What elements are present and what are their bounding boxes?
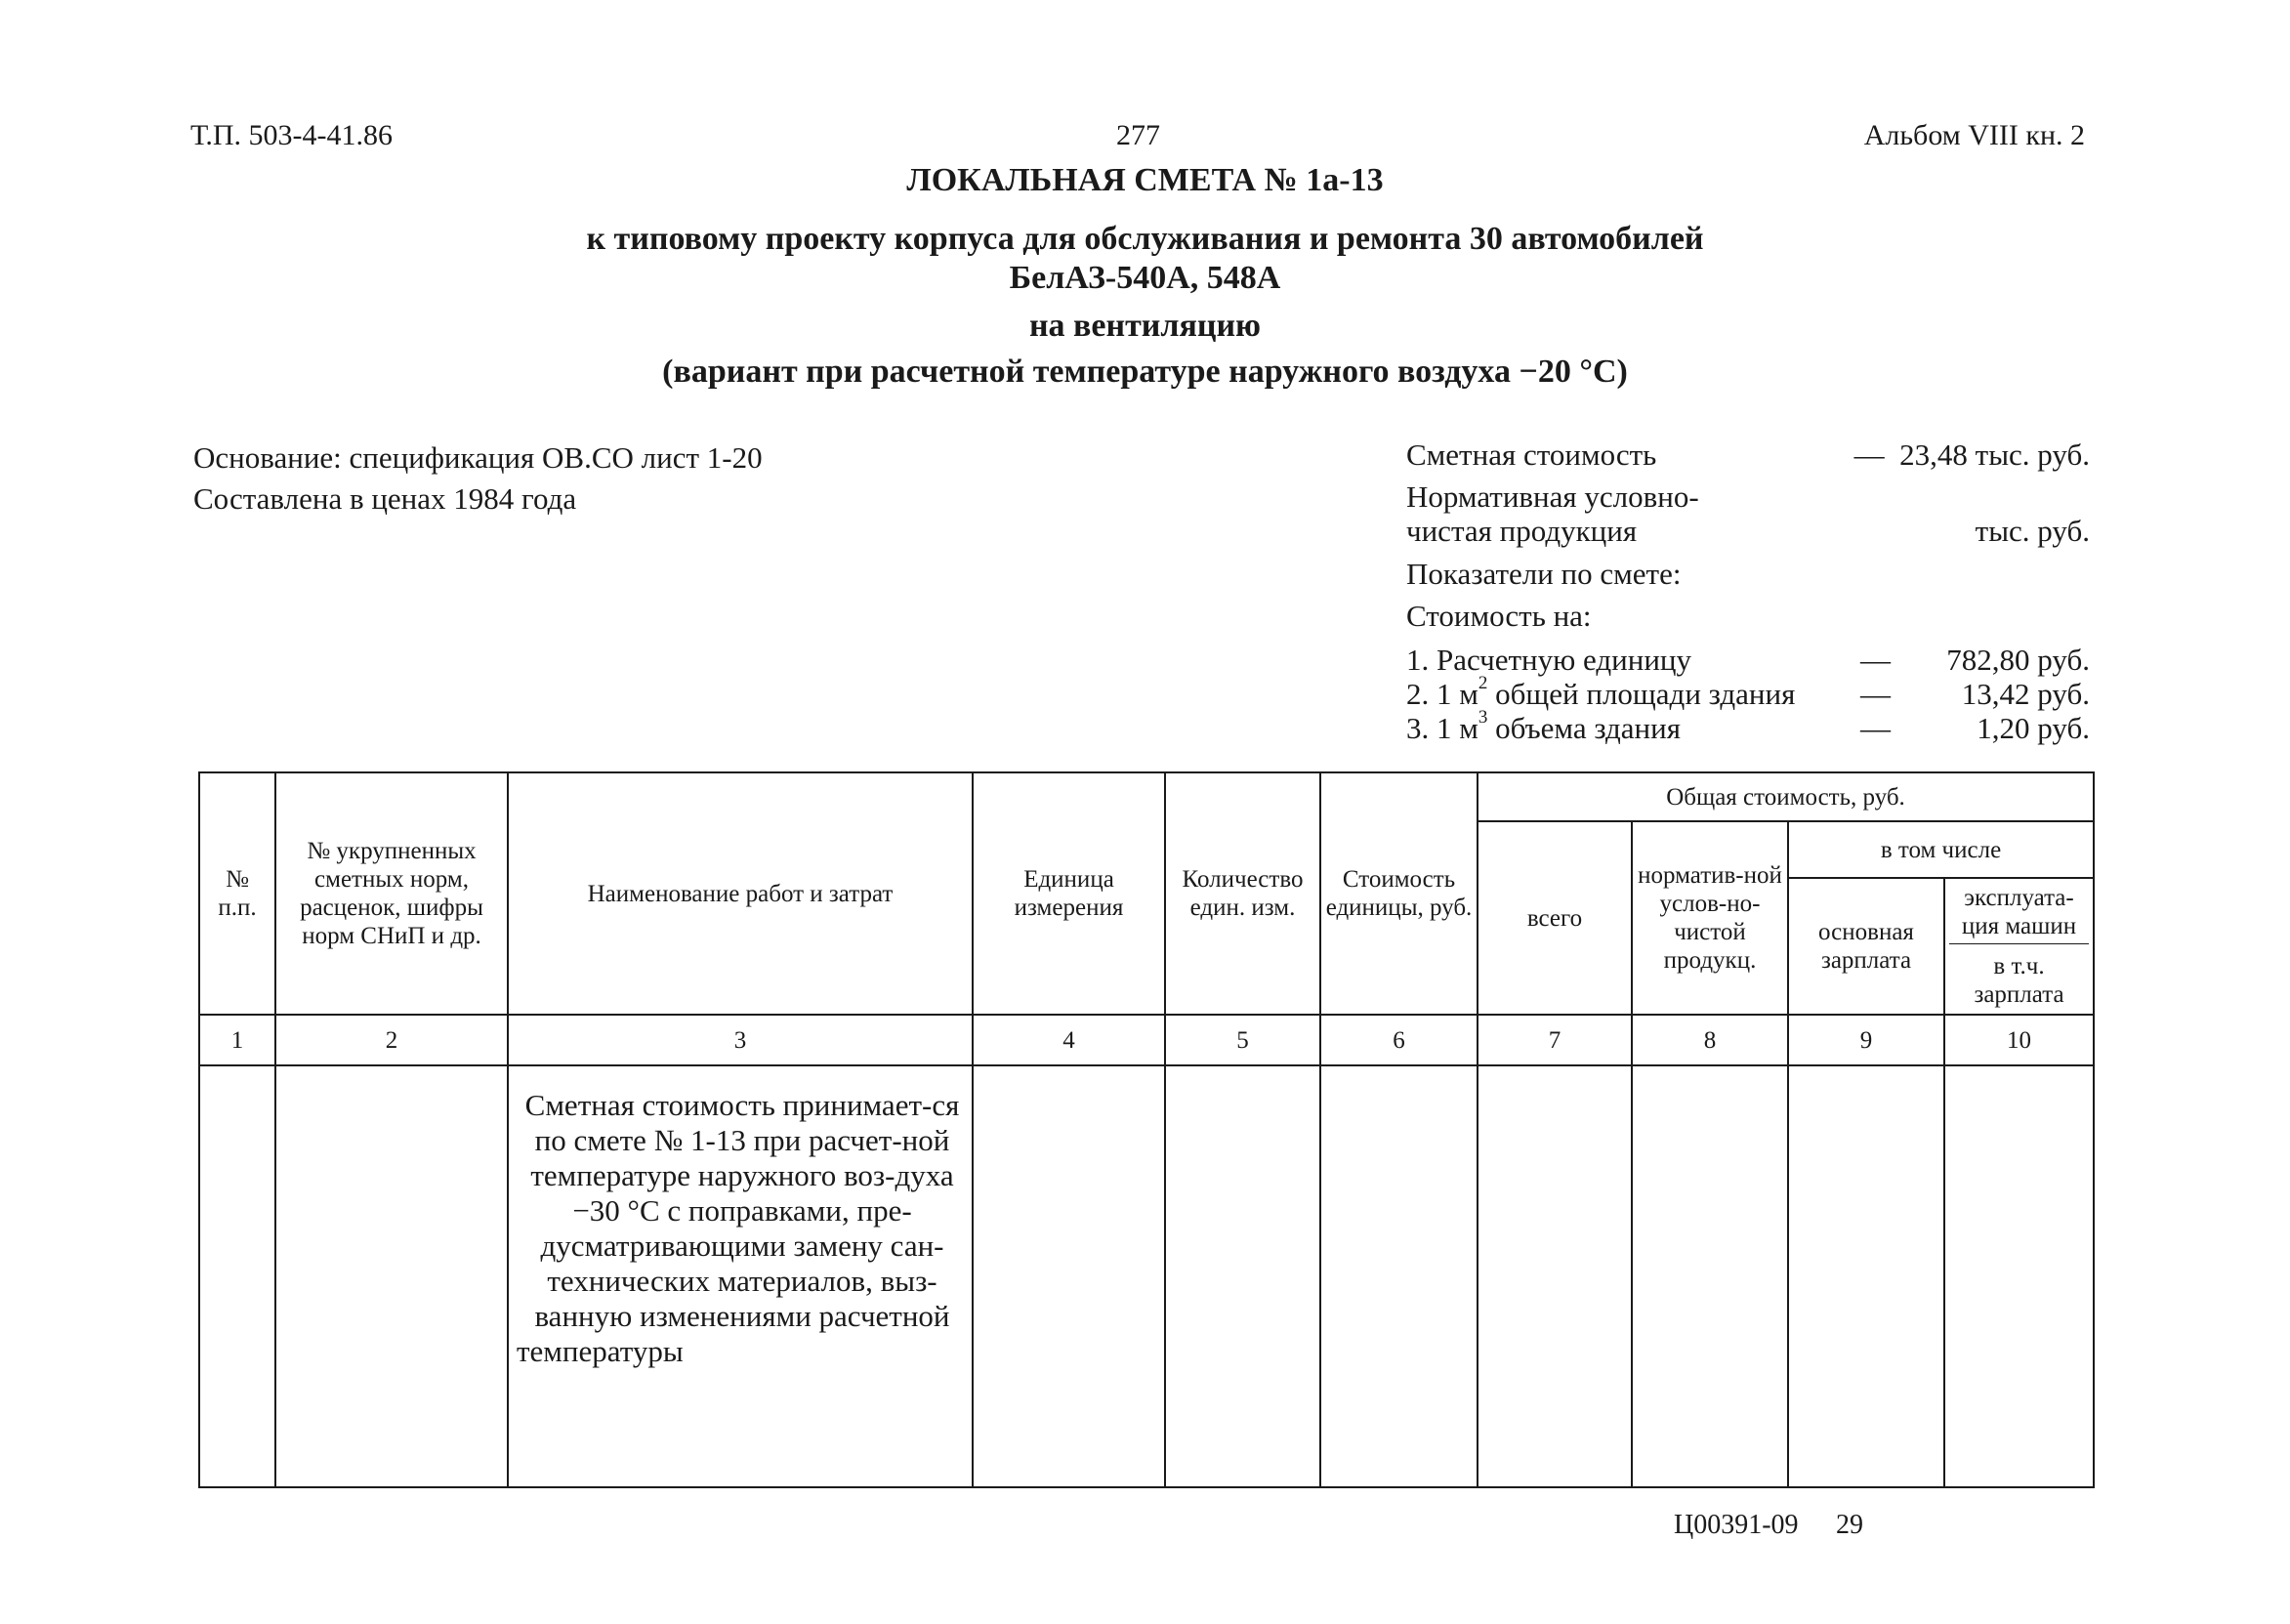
normative-production-label: Нормативная условно- [1406, 479, 1699, 514]
indicator-value: 13,42 руб. [1961, 677, 2090, 711]
cell-machine-operation [1944, 1065, 2094, 1487]
indicator-row [1406, 643, 2090, 682]
estimate-subtitle-vehicles: БелАЗ-540А, 548А [1009, 260, 1281, 296]
indicator-row [1406, 707, 2090, 750]
header-norms: № укрупненных сметных норм, расценок, шифры норм СНиП и др. [275, 772, 508, 1015]
prices-text: Составлена в ценах 1984 года [193, 481, 577, 516]
header-quantity: Количество един. изм. [1165, 772, 1320, 1015]
header-total-cost: Общая стоимость, руб. [1478, 772, 2094, 821]
cell-quantity [1165, 1065, 1320, 1487]
cell-norms [275, 1065, 508, 1487]
estimate-table [198, 771, 2095, 1488]
estimate-subtitle-variant: (вариант при расчетной температуре наружного воздуха −20 °С) [662, 354, 1628, 390]
header-machine-salary: в т.ч. зарплата [1944, 946, 2094, 1015]
indicator-label: 3. 1 $м^3$ объема здания [1406, 707, 1681, 745]
header-work-name: Наименование работ и затрат [508, 772, 973, 1015]
indicator-row [1406, 673, 2090, 716]
indicators-heading: Показатели по смете: [1406, 557, 1682, 591]
header-unit-cost: Стоимость единицы, руб. [1320, 772, 1478, 1015]
indicator-value: 782,80 руб. [1946, 643, 2090, 677]
normative-production-value: тыс. руб. [1975, 514, 2090, 548]
header-basic-salary: основная зарплата [1788, 878, 1944, 1015]
footer-code: Ц00391-09 [1674, 1510, 1799, 1540]
indicator-dash: — [1860, 643, 1891, 677]
indicator-dash: — [1860, 711, 1891, 745]
header-including: в том числе [1788, 821, 2094, 878]
table-row [199, 1065, 2094, 1487]
estimated-cost-value: — 23,48 тыс. руб. [1853, 437, 2090, 472]
column-number: 8 [1632, 1015, 1788, 1065]
estimate-title: ЛОКАЛЬНАЯ СМЕТА № 1а-13 [906, 162, 1384, 198]
cost-per-heading: Стоимость на: [1406, 599, 1592, 633]
indicator-label: 1. Расчетную единицу [1406, 643, 1692, 677]
cell-normative-production [1632, 1065, 1788, 1487]
estimate-subtitle-ventilation: на вентиляцию [1028, 308, 1262, 344]
cell-unit-cost [1320, 1065, 1478, 1487]
column-number: 4 [973, 1015, 1165, 1065]
indicator-label: 2. 1 $м^2$ общей площади здания [1406, 673, 1796, 711]
cell-unit [973, 1065, 1165, 1487]
header-num: № п.п. [199, 772, 275, 1015]
document-code: Т.П. 503-4-41.86 [190, 119, 393, 151]
cell-work-description: Сметная стоимость принимает-ся по смете № 1-13 при расчет-ной температуре наружного воз-духа −30 °С с поправками, пре-дусматривающими замену сан-технических материалов, выз-ванную изменениями расчетной температуры [508, 1065, 973, 1487]
indicator-dash: — [1860, 677, 1891, 711]
estimate-subtitle-project: к типовому проекту корпуса для обслуживания и ремонта 30 автомобилей [586, 221, 1704, 257]
basis-text: Основание: спецификация ОВ.СО лист 1-20 [193, 440, 763, 475]
page-number: 277 [1116, 119, 1160, 151]
estimate-indicators [1406, 437, 2090, 770]
header-normative-production: норматив-ной услов-но-чистой продукц. [1632, 821, 1788, 1015]
album-label: Альбом VIII кн. 2 [1863, 119, 2085, 151]
header-total-all: всего [1478, 821, 1632, 1015]
column-number: 9 [1788, 1015, 1944, 1065]
estimated-cost-label: Сметная стоимость [1406, 437, 1657, 472]
cell-num [199, 1065, 275, 1487]
column-number: 7 [1478, 1015, 1632, 1065]
footer-page: 29 [1836, 1510, 1863, 1540]
column-number: 6 [1320, 1015, 1478, 1065]
column-number: 2 [275, 1015, 508, 1065]
cell-basic-salary [1788, 1065, 1944, 1487]
header-machine-operation: эксплуата-ция машин [1944, 878, 2094, 946]
column-number: 3 [508, 1015, 973, 1065]
column-number: 5 [1165, 1015, 1320, 1065]
normative-production-label-2: чистая продукция [1406, 514, 1638, 548]
indicator-value: 1,20 руб. [1977, 711, 2090, 745]
column-number: 1 [199, 1015, 275, 1065]
column-number: 10 [1944, 1015, 2094, 1065]
header-unit: Единица измерения [973, 772, 1165, 1015]
cell-total [1478, 1065, 1632, 1487]
column-number-row [199, 1015, 2094, 1065]
